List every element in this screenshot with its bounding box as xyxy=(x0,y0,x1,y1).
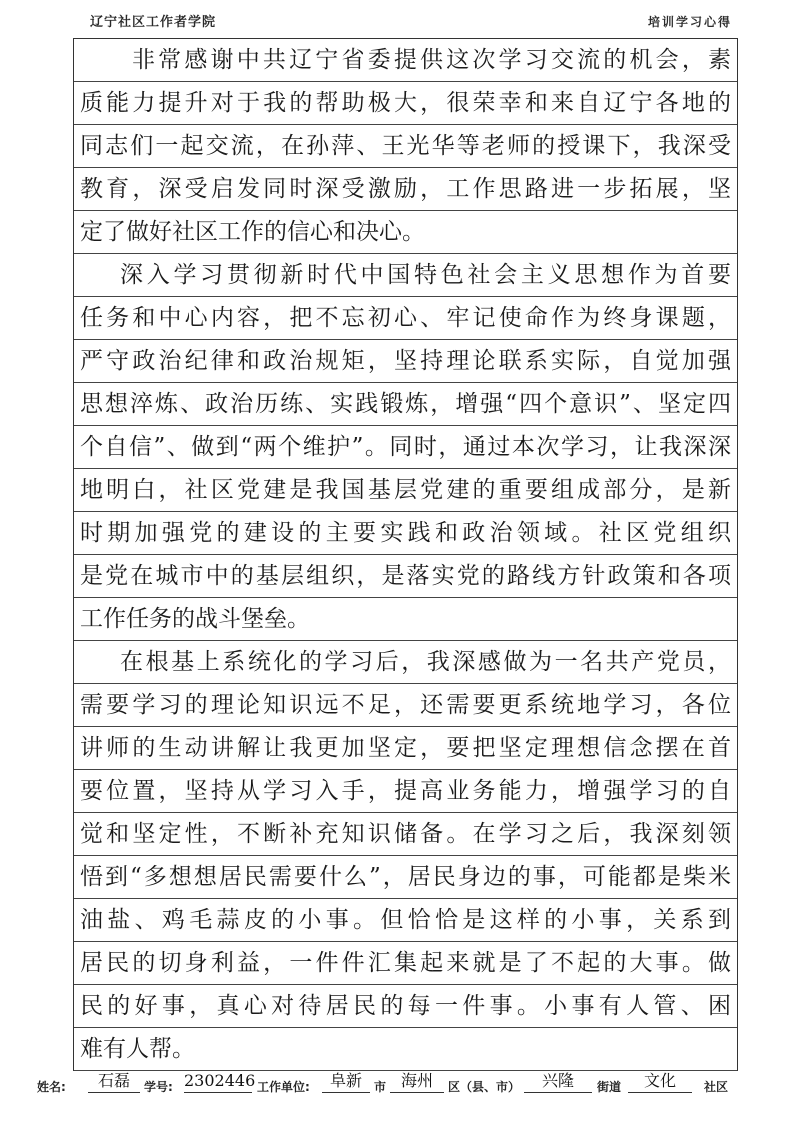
work-unit-label: 工作单位: xyxy=(257,1080,310,1094)
community-suffix: 社区 xyxy=(704,1080,729,1094)
street-value: 兴隆 xyxy=(524,1070,592,1093)
text-line: 深入学习贯彻新时代中国特色社会主义思想作为首要 xyxy=(74,254,737,297)
text-line: 时期加强党的建设的主要实践和政治领域。社区党组织 xyxy=(74,512,737,555)
student-id-value: 2302446 xyxy=(184,1070,252,1093)
text-line: 思想淬炼、政治历练、实践锻炼，增强“四个意识”、坚定四 xyxy=(74,383,737,426)
text-line: 任务和中心内容，把不忘初心、牢记使命作为终身课题， xyxy=(74,297,737,340)
text-line: 油盐、鸡毛蒜皮的小事。但恰恰是这样的小事，关系到 xyxy=(74,899,737,942)
name-value: 石磊 xyxy=(88,1070,140,1093)
text-line: 难有人帮。 xyxy=(74,1028,737,1071)
document-type: 培训学习心得 xyxy=(648,15,733,29)
text-line: 觉和坚定性，不断补充知识储备。在学习之后，我深刻领 xyxy=(74,813,737,856)
institute-name: 辽宁社区工作者学院 xyxy=(90,15,217,30)
text-line: 居民的切身利益，一件件汇集起来就是了不起的大事。做 xyxy=(74,942,737,985)
text-line: 个自信”、做到“两个维护”。同时，通过本次学习，让我深深 xyxy=(74,426,737,469)
city-value: 阜新 xyxy=(322,1070,370,1093)
text-line: 需要学习的理论知识远不足，还需要更系统地学习，各位 xyxy=(74,684,737,727)
text-line: 质能力提升对于我的帮助极大，很荣幸和来自辽宁各地的 xyxy=(74,82,737,125)
text-line: 非常感谢中共辽宁省委提供这次学习交流的机会，素 xyxy=(74,39,737,82)
text-line: 工作任务的战斗堡垒。 xyxy=(74,598,737,641)
text-line: 定了做好社区工作的信心和决心。 xyxy=(74,211,737,254)
text-line: 教育，深受启发同时深受激励，工作思路进一步拓展，坚 xyxy=(74,168,737,211)
community-value: 文化 xyxy=(628,1070,692,1093)
district-suffix: 区（县、市） xyxy=(448,1080,521,1094)
text-line: 讲师的生动讲解让我更加坚定，要把坚定理想信念摆在首 xyxy=(74,727,737,770)
text-line: 同志们一起交流，在孙萍、王光华等老师的授课下，我深受 xyxy=(74,125,737,168)
street-suffix: 街道 xyxy=(597,1080,622,1094)
text-line: 地明白，社区党建是我国基层党建的重要组成部分，是新 xyxy=(74,469,737,512)
text-line: 是党在城市中的基层组织，是落实党的路线方针政策和各项 xyxy=(74,555,737,598)
city-suffix: 市 xyxy=(374,1080,387,1094)
manuscript-grid xyxy=(73,38,738,1071)
district-value: 海州 xyxy=(390,1070,444,1093)
text-line: 要位置，坚持从学习入手，提高业务能力，增强学习的自 xyxy=(74,770,737,813)
text-line: 在根基上系统化的学习后，我深感做为一名共产党员， xyxy=(74,641,737,684)
student-id-label: 学号: xyxy=(144,1080,173,1094)
text-line: 严守政治纪律和政治规矩，坚持理论联系实际，自觉加强 xyxy=(74,340,737,383)
name-label: 姓名: xyxy=(37,1080,66,1094)
text-line: 民的好事，真心对待居民的每一件事。小事有人管、困 xyxy=(74,985,737,1028)
text-line: 悟到“多想想居民需要什么”，居民身边的事，可能都是柴米 xyxy=(74,856,737,899)
